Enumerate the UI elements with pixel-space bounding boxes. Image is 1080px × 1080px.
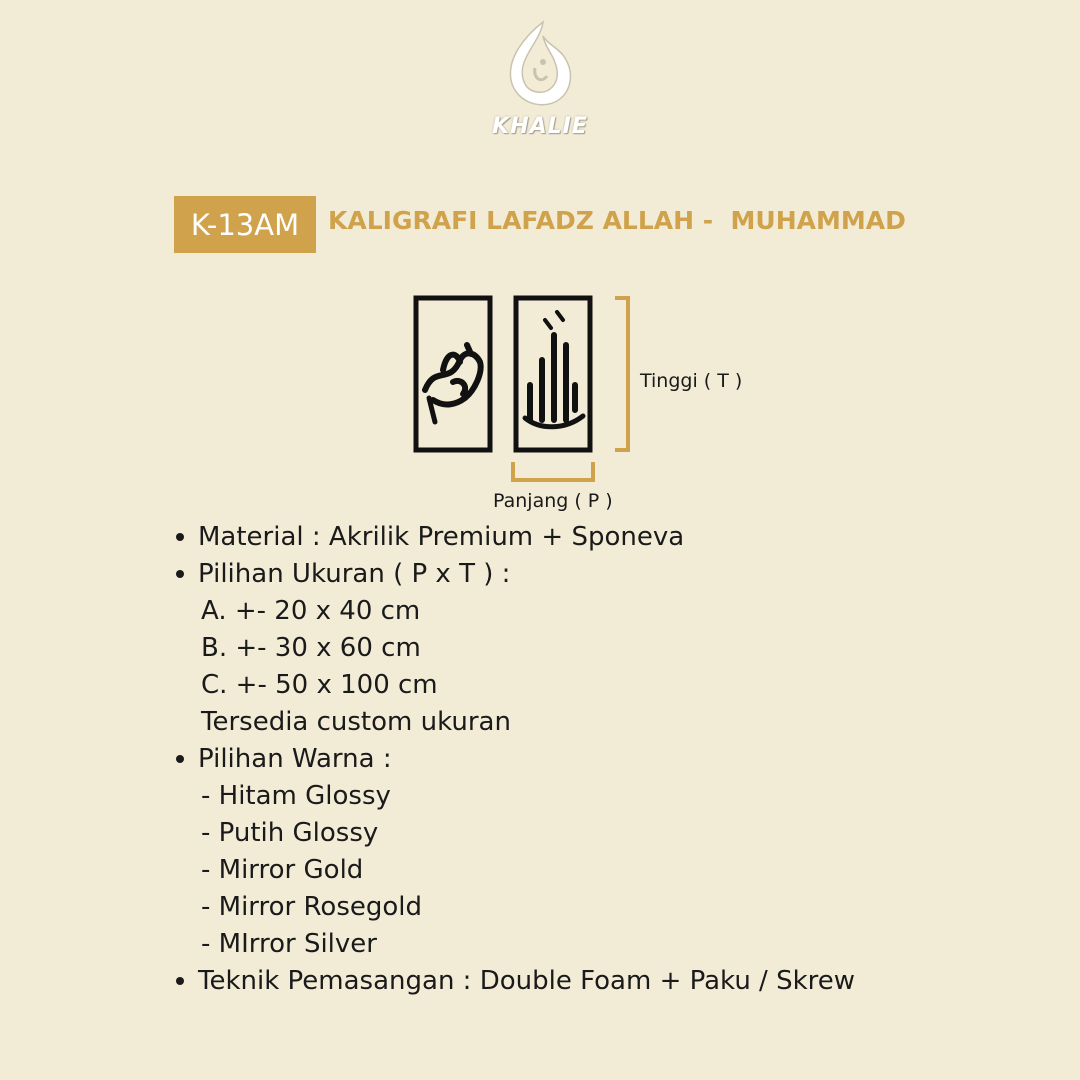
product-code-badge: K-13AM	[174, 196, 316, 253]
size-option: A. +- 20 x 40 cm	[201, 596, 421, 626]
muhammad-panel	[416, 298, 490, 450]
allah-panel	[516, 298, 590, 450]
spec-sizes	[176, 556, 1036, 593]
width-bracket	[513, 462, 593, 480]
spec-material-text: Material : Akrilik Premium + Sponeva	[198, 522, 685, 552]
bullet-dot	[176, 977, 184, 985]
color-option: - Mirror Rosegold	[201, 892, 422, 922]
product-title: KALIGRAFI LAFADZ ALLAH - MUHAMMAD	[328, 206, 906, 235]
size-custom-note: Tersedia custom ukuran	[201, 707, 511, 737]
logo-text: KHALIE	[492, 114, 588, 139]
width-label: Panjang ( P )	[493, 490, 613, 512]
height-bracket	[615, 298, 628, 450]
product-illustration	[405, 290, 645, 485]
height-label: Tinggi ( T )	[640, 370, 743, 392]
spec-installation-text: Teknik Pemasangan : Double Foam + Paku / Skrew	[198, 966, 856, 996]
spec-colors-title: Pilihan Warna :	[198, 744, 392, 774]
color-option: - Hitam Glossy	[201, 781, 391, 811]
bullet-dot	[176, 755, 184, 763]
spec-colors	[176, 741, 1036, 778]
size-option: B. +- 30 x 60 cm	[201, 633, 421, 663]
brand-logo	[485, 18, 595, 148]
logo-flame-icon	[485, 18, 595, 118]
spec-list	[176, 519, 1036, 1000]
spec-installation	[176, 963, 1036, 1000]
size-option: C. +- 50 x 100 cm	[201, 670, 438, 700]
color-option: - Putih Glossy	[201, 818, 379, 848]
spec-material	[176, 519, 1036, 556]
spec-sizes-title: Pilihan Ukuran ( P x T ) :	[198, 559, 511, 589]
bullet-dot	[176, 533, 184, 541]
color-option: - Mirror Gold	[201, 855, 364, 885]
color-option: - MIrror Silver	[201, 929, 377, 959]
bullet-dot	[176, 570, 184, 578]
